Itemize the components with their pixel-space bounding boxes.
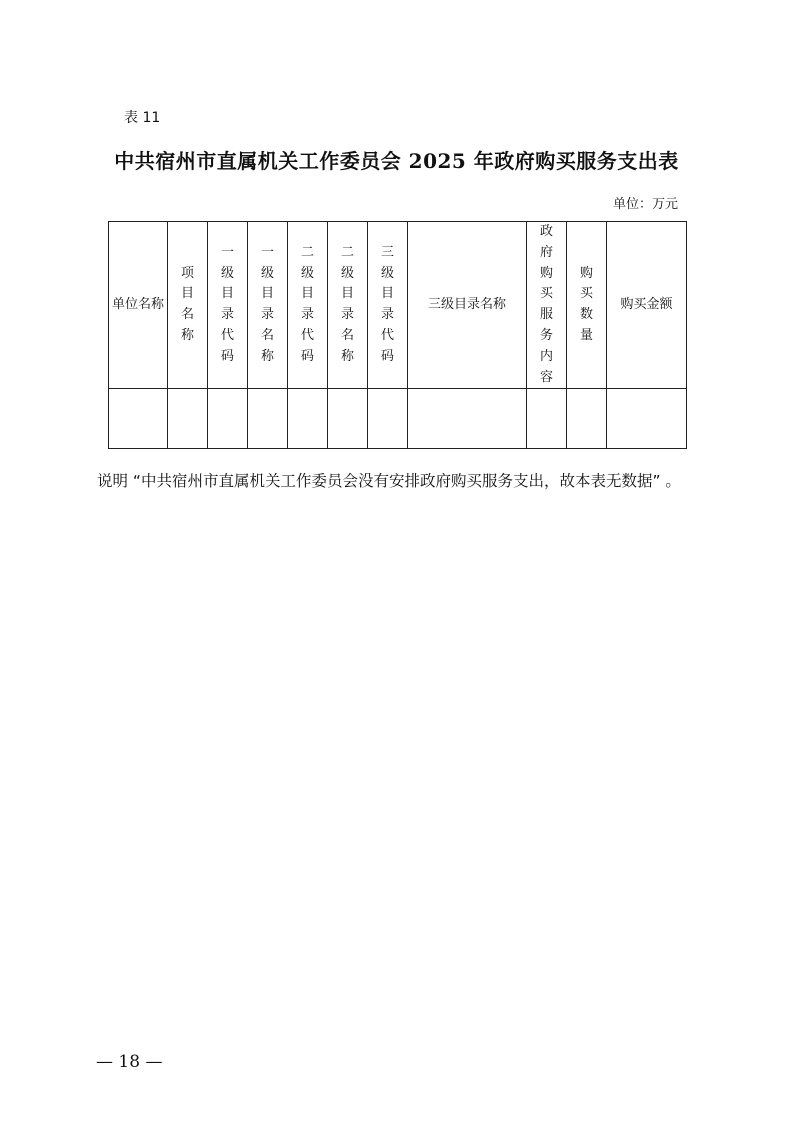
table-cell xyxy=(408,389,527,449)
header-cell-unit-name: 单位名称 xyxy=(109,222,168,389)
table-cell xyxy=(368,389,408,449)
header-cell-level2-name: 二级目录名称 xyxy=(328,222,368,389)
table-header-row xyxy=(109,222,687,389)
explanation-note: 说明 “中共宿州市直属机关工作委员会没有安排政府购买服务支出，故本表无数据” 。 xyxy=(97,472,681,490)
header-cell-level2-code: 二级目录代码 xyxy=(288,222,328,389)
header-cell-level3-name: 三级目录名称 xyxy=(408,222,527,389)
table-cell xyxy=(248,389,288,449)
table-cell xyxy=(527,389,567,449)
table-cell xyxy=(328,389,368,449)
header-cell-service-content: 政府购买服务内容 xyxy=(527,222,567,389)
table-cell xyxy=(208,389,248,449)
header-cell-level1-code: 一级目录代码 xyxy=(208,222,248,389)
table-cell xyxy=(109,389,168,449)
table-number: 表 11 xyxy=(124,110,161,126)
header-cell-level3-code: 三级目录代码 xyxy=(368,222,408,389)
table-cell xyxy=(288,389,328,449)
page-title: 中共宿州市直属机关工作委员会 2025 年政府购买服务支出表 xyxy=(114,149,679,173)
page-number: — 18 — xyxy=(96,1052,163,1072)
header-cell-project-name: 项目名称 xyxy=(168,222,208,389)
table-row xyxy=(109,389,687,449)
header-cell-amount: 购买金额 xyxy=(607,222,687,389)
table-cell xyxy=(607,389,687,449)
unit-label: 单位：万元 xyxy=(612,197,678,212)
purchase-services-table xyxy=(108,221,687,449)
table-cell xyxy=(168,389,208,449)
header-cell-quantity: 购买数量 xyxy=(567,222,607,389)
table-cell xyxy=(567,389,607,449)
header-cell-level1-name: 一级目录名称 xyxy=(248,222,288,389)
